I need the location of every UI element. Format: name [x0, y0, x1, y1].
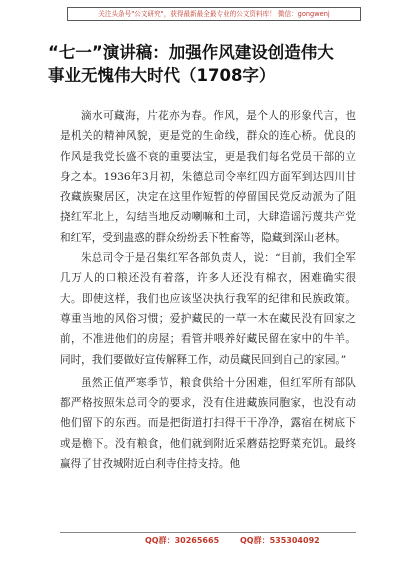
document-title	[48, 41, 368, 87]
paragraph-2: 朱总司令于是召集红军各部负责人，说：“目前，我们全军几万人的口粮还没有着落，许多人还没有棉衣，困难确实很大。即使这样，我们也应该坚决执行我军的纪律和民族政策。尊重当地的风俗习惯；爱护藏民的一草一木在藏民没有回家之前，不准进他们的房屋；看管并喂养好藏民留在家中的牛羊。同时，我们要做好宣传解释工作，动员藏民回到自己的家园。”	[60, 252, 356, 366]
paragraph-3: 虽然正值严寒季节，粮食供给十分困难，但红军所有部队都严格按照朱总司令的要求，没有住进藏族同胞家，也没有动他们留下的东西。而是把街道打扫得干干净净，露宿在树底下或是檐下。没有粮食，他们就到附近采蘑菇挖野菜充饥。最终赢得了甘孜城附近白利寺住持支持。他	[60, 376, 356, 471]
footer-divider	[60, 532, 356, 533]
title-line-2: 事业无愧伟大时代（1708字）	[48, 66, 276, 85]
footer-qq-group-1: QQ群：30265665	[145, 536, 220, 545]
top-banner: 关注头条号"公文研究"，获得最新最全最专业的公文资料库！ 微信：gongwenj	[67, 7, 361, 21]
footer-qq-group-2: QQ群：535304092	[240, 536, 320, 545]
document-body	[60, 106, 356, 474]
title-line-1: “七一”演讲稿：加强作风建设创造伟大	[48, 43, 334, 62]
paragraph-1: 滴水可藏海，片花亦为春。作风，是个人的形象代言，也是机关的精神风貌，更是党的生命线，群众的连心桥。优良的作风是我党长盛不衰的重要法宝，更是我们每名党员干部的立身之本。1936年3月初，朱德总司令率红四方面军到达四川甘孜藏族聚居区，决定在这里作短暂的停留国民党反动派为了阻挠红军北上，勾结当地反动喇嘛和土司，大肆造谣污蔑共产党和红军，受到蛊惑的群众纷纷丢下牲畜等，隐藏到深山老林。	[60, 110, 356, 244]
